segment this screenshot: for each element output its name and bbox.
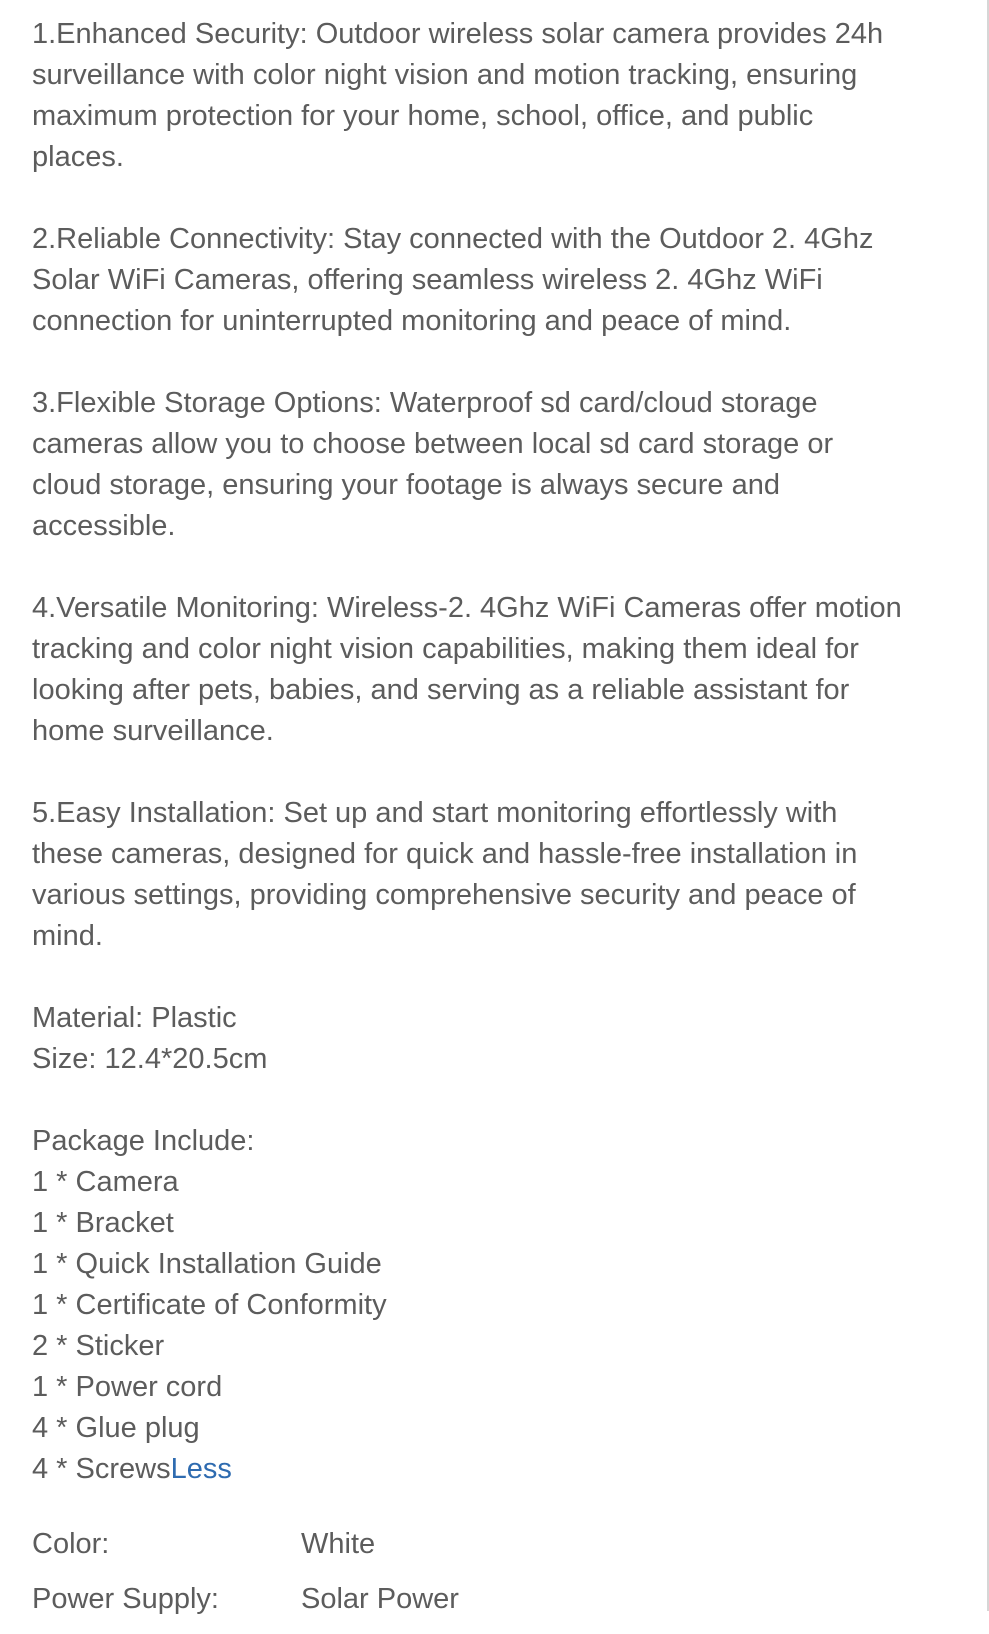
product-description [32, 14, 962, 1490]
feature-line: 5.Easy Installation: Set up and start monitoring effortlessly with [32, 797, 838, 829]
feature-line: various settings, providing comprehensive security and peace of [32, 879, 856, 911]
attributes-table [32, 1524, 962, 1634]
package-item-last [32, 1449, 962, 1490]
feature-paragraph-4 [32, 588, 962, 752]
feature-line: tracking and color night vision capabilities, making them ideal for [32, 633, 859, 665]
package-heading: Package Include: [32, 1125, 255, 1157]
feature-line: 2.Reliable Connectivity: Stay connected with the Outdoor 2. 4Ghz [32, 223, 874, 255]
attribute-row-color [32, 1524, 962, 1579]
package-item: 1 * Bracket [32, 1207, 174, 1239]
feature-line: looking after pets, babies, and serving as a reliable assistant for [32, 674, 850, 706]
spec-block [32, 998, 962, 1080]
attribute-value: White [301, 1528, 376, 1560]
feature-line: 1.Enhanced Security: Outdoor wireless solar camera provides 24h [32, 18, 884, 50]
feature-line: 4.Versatile Monitoring: Wireless-2. 4Ghz WiFi Cameras offer motion [32, 592, 902, 624]
package-item: 4 * Screws [32, 1453, 171, 1485]
feature-paragraph-2 [32, 219, 962, 342]
feature-paragraph-1 [32, 14, 962, 178]
package-item: 1 * Quick Installation Guide [32, 1248, 382, 1280]
feature-line: Solar WiFi Cameras, offering seamless wireless 2. 4Ghz WiFi [32, 264, 823, 296]
feature-line: mind. [32, 920, 103, 952]
package-item: 4 * Glue plug [32, 1412, 200, 1444]
feature-line: maximum protection for your home, school, office, and public [32, 100, 814, 132]
package-list [32, 1121, 962, 1490]
feature-line: accessible. [32, 510, 176, 542]
feature-line: home surveillance. [32, 715, 274, 747]
feature-paragraph-3 [32, 383, 962, 547]
attribute-key: Color: [32, 1528, 110, 1560]
attribute-value: Solar Power [301, 1583, 459, 1615]
package-item: 1 * Certificate of Conformity [32, 1289, 387, 1321]
feature-line: connection for uninterrupted monitoring and peace of mind. [32, 305, 792, 337]
feature-line: cameras allow you to choose between local sd card storage or [32, 428, 834, 460]
size-spec: Size: 12.4*20.5cm [32, 1043, 268, 1075]
less-link[interactable]: Less [170, 1453, 232, 1485]
feature-line: 3.Flexible Storage Options: Waterproof sd card/cloud storage [32, 387, 818, 419]
package-item: 2 * Sticker [32, 1330, 165, 1362]
attribute-key: Power Supply: [32, 1583, 219, 1615]
feature-line: cloud storage, ensuring your footage is always secure and [32, 469, 780, 501]
feature-line: these cameras, designed for quick and hassle-free installation in [32, 838, 858, 870]
feature-paragraph-5 [32, 793, 962, 957]
feature-line: places. [32, 141, 124, 173]
attribute-row-power-supply [32, 1579, 962, 1634]
package-item: 1 * Camera [32, 1166, 179, 1198]
feature-line: surveillance with color night vision and motion tracking, ensuring [32, 59, 858, 91]
material-spec: Material: Plastic [32, 1002, 237, 1034]
package-item: 1 * Power cord [32, 1371, 223, 1403]
